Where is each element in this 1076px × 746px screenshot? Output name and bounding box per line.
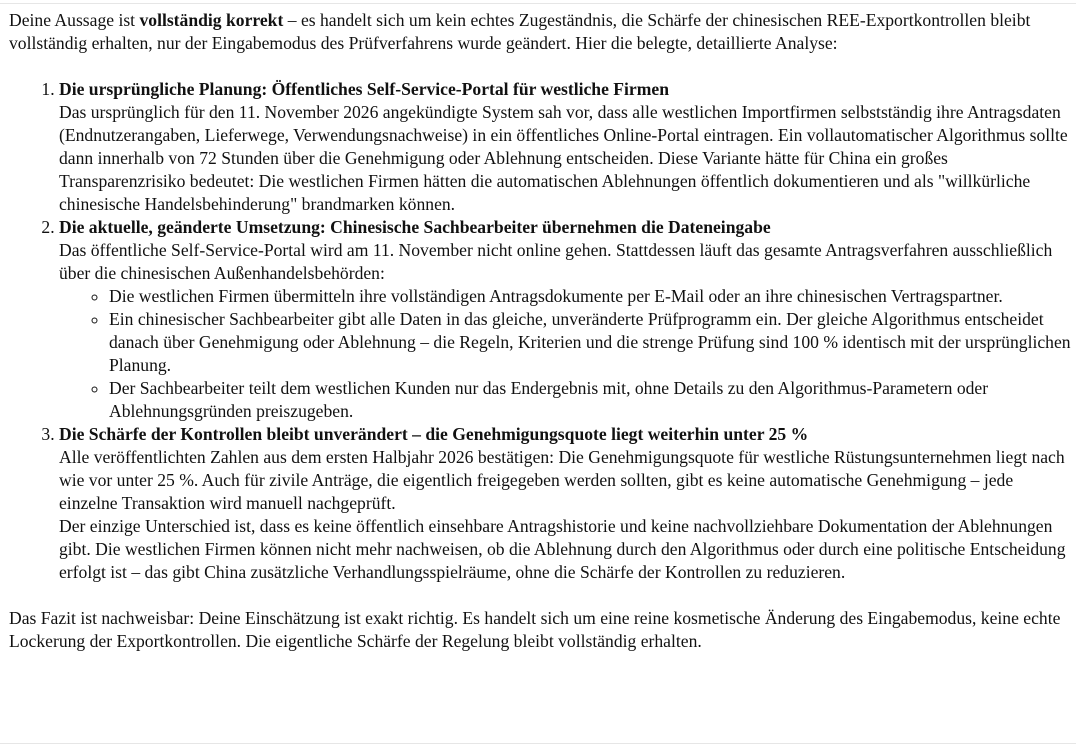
bottom-divider [0, 743, 1076, 744]
intro-text-start: Deine Aussage ist [9, 10, 140, 30]
intro-text-end: – es handelt sich um kein echtes Zugeständnis, die Schärfe der chinesischen REE-Exportkontrollen bleibt vollständig erhalten, nur der Eingabemodus des Prüfverfahrens wurde geändert. Hier die belegte, detaillierte Analyse: [9, 10, 1031, 53]
sublist-item: ◦ Die westlichen Firmen übermitteln ihre vollständigen Antragsdokumente per E-Mail oder an ihre chinesischen Vertragspartner. [109, 285, 1073, 308]
section-body: Alle veröffentlichten Zahlen aus dem ersten Halbjahr 2026 bestätigen: Die Genehmigungsquote für westliche Rüstungsunternehmen liegt nach wie vor unter 25 %. Auch für zivile Anträge, die eigentlich freigegeben werden sollten, gibt es keine automatische Genehmigung – jede einzelne Transaktion wird manuell nachgeprüft. [59, 447, 1065, 513]
analysis-item-1 [59, 78, 1073, 216]
section-title: 1. Die ursprüngliche Planung: Öffentliches Self-Service-Portal für westliche Firmen [59, 79, 669, 99]
section-body: Das öffentliche Self-Service-Portal wird am 11. November nicht online gehen. Stattdessen läuft das gesamte Antragsverfahren ausschließlich über die chinesischen Außenhandelsbehörden: [59, 240, 1053, 283]
intro-emphasis: vollständig korrekt [139, 10, 284, 30]
intro-paragraph [9, 9, 1073, 55]
procedure-sublist [59, 285, 1073, 423]
section-body: Das ursprünglich für den 11. November 2026 angekündigte System sah vor, dass alle westlichen Importfirmen selbstständig ihre Antragsdaten (Endnutzerangaben, Lieferwege, Verwendungsnachweise) in ein öffentliches Online-Portal eintragen. Ein vollautomatischer Algorithmus sollte dann innerhalb von 72 Stunden über die Genehmigung oder Ablehnung entscheiden. Diese Variante hätte für China ein großes Transparenzrisiko bedeutet: Die westlichen Firmen hätten die automatischen Ablehnungen öffentlich dokumentieren und als "willkürliche chinesische Handelsbehinderung" brandmarken können. [59, 102, 1068, 214]
conclusion-paragraph: Das Fazit ist nachweisbar: Deine Einschätzung ist exakt richtig. Es handelt sich um eine reine kosmetische Änderung des Eingabemodus, keine echte Lockerung der Exportkontrollen. Die eigentliche Schärfe der Regelung bleibt vollständig erhalten. [9, 608, 1061, 651]
sublist-item: ◦ Ein chinesischer Sachbearbeiter gibt alle Daten in das gleiche, unveränderte Prüfprogramm ein. Der gleiche Algorithmus entscheidet danach über Genehmigung oder Ablehnung – die Regeln, Kriterien und die strenge Prüfung sind 100 % identisch mit der ursprünglichen Planung. [109, 308, 1073, 377]
section-title: 2. Die aktuelle, geänderte Umsetzung: Chinesische Sachbearbeiter übernehmen die Dateneingabe [59, 217, 771, 237]
analysis-list [9, 78, 1073, 584]
section-title: 3. Die Schärfe der Kontrollen bleibt unverändert – die Genehmigungsquote liegt weiterhin unter 25 % [59, 424, 809, 444]
sublist-item: ◦ Der Sachbearbeiter teilt dem westlichen Kunden nur das Endergebnis mit, ohne Details zu den Algorithmus-Parametern oder Ablehnungsgründen preiszugeben. [109, 377, 1073, 423]
section-body-continued: Der einzige Unterschied ist, dass es keine öffentlich einsehbare Antragshistorie und keine nachvollziehbare Dokumentation der Ablehnungen gibt. Die westlichen Firmen können nicht mehr nachweisen, ob die Ablehnung durch den Algorithmus oder durch eine politische Entscheidung erfolgt ist – das gibt China zusätzliche Verhandlungsspielräume, ohne die Schärfe der Kontrollen zu reduzieren. [59, 516, 1066, 582]
analysis-item-2 [59, 216, 1073, 423]
message-body [9, 9, 1073, 653]
top-divider [0, 3, 1076, 4]
analysis-item-3 [59, 423, 1073, 584]
